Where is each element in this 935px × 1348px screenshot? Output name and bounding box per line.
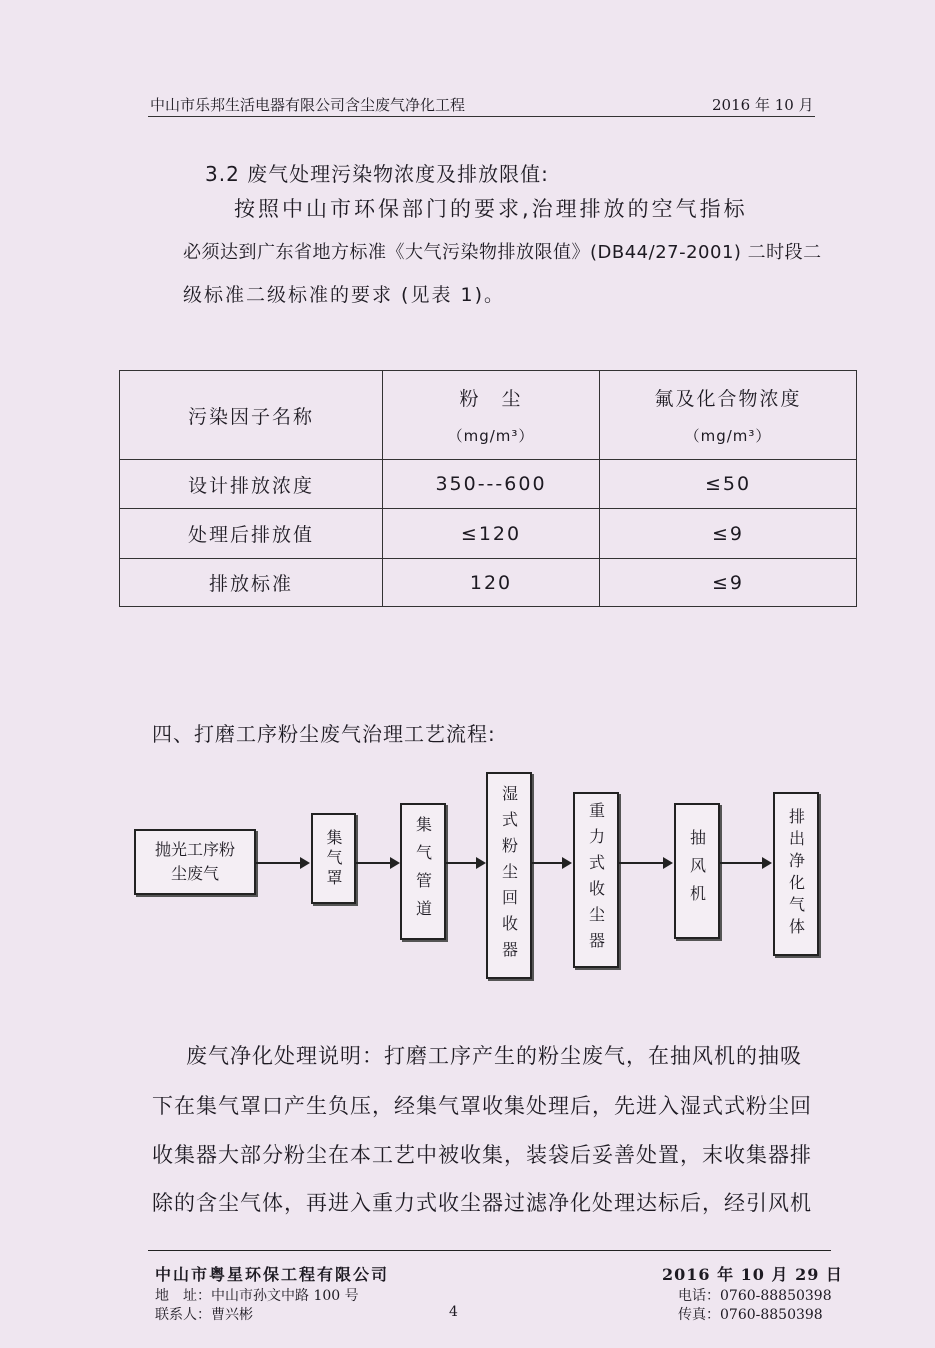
header-factor-name: 污染因子名称 [120,371,383,460]
row-fluoride: ≤9 [600,559,857,607]
paragraph-line-1: 按照中山市环保部门的要求,治理排放的空气指标 [234,197,748,221]
table-row [120,559,857,607]
footer-phone: 电话：0760-88850398 [678,1288,832,1304]
row-name: 设计排放浓度 [120,460,383,509]
flow-box-wet-collector-label: 湿式粉尘回收器 [499,784,519,967]
table-row [120,460,857,509]
flow-box-polishing [134,829,256,895]
flow-arrow [354,862,398,864]
flow-box-fan-label: 抽风机 [687,829,707,913]
flow-box-fan [674,803,720,939]
header-fluoride-label: 氟及化合物浓度 [654,388,802,410]
flow-box-exhaust [773,792,819,956]
flow-box-duct-label: 集气管道 [413,815,433,928]
footer-contact: 联系人：曹兴彬 [155,1307,253,1323]
description-line-1: 废气净化处理说明：打磨工序产生的粉尘废气，在抽风机的抽吸 [186,1044,802,1068]
flow-box-gravity-collector-label: 重力式收尘器 [586,802,606,958]
header-dust [383,371,600,460]
description-line-4: 除的含尘气体，再进入重力式收尘器过滤净化处理达标后，经引风机 [152,1191,812,1215]
flow-box-wet-collector [486,772,532,979]
description-line-3: 收集器大部分粉尘在本工艺中被收集，装袋后妥善处置，末收集器排 [152,1143,812,1167]
header-fluoride-unit: （mg/m³） [684,427,772,445]
header-dust-unit: （mg/m³） [447,427,535,445]
footer-company: 中山市粤星环保工程有限公司 [155,1265,390,1284]
flow-box-exhaust-label: 排出净化气体 [786,808,806,940]
table-header-row [120,371,857,460]
flow-box-hood [311,813,356,904]
header-dust-label: 粉 尘 [459,388,523,410]
paragraph-line-3: 级标准二级标准的要求 (见表 1)。 [183,284,505,306]
row-fluoride: ≤9 [600,509,857,559]
flow-box-hood-label: 集气罩 [324,828,343,889]
paragraph-line-2: 必须达到广东省地方标准《大气污染物排放限值》(DB44/27-2001) 二时段二 [183,242,822,263]
flow-arrow [718,862,770,864]
table-row [120,509,857,559]
header-title: 中山市乐邦生活电器有限公司含尘废气净化工程 [150,96,466,114]
row-name: 处理后排放值 [120,509,383,559]
flow-arrow [254,862,308,864]
flow-arrow [617,862,671,864]
flow-arrow [444,862,484,864]
header-date: 2016 年 10 月 [712,96,814,114]
page-number: 4 [449,1304,458,1320]
row-dust: ≤120 [383,509,600,559]
row-fluoride: ≤50 [600,460,857,509]
section-4-title: 四、打磨工序粉尘废气治理工艺流程: [152,722,496,746]
header-divider [148,116,815,117]
flow-box-gravity-collector [573,792,619,968]
row-dust: 350---600 [383,460,600,509]
footer-date: 2016 年 10 月 29 日 [662,1265,843,1284]
description-line-2: 下在集气罩口产生负压，经集气罩收集处理后，先进入湿式式粉尘回 [152,1094,812,1118]
footer-address: 地 址：中山市孙文中路 100 号 [155,1288,359,1304]
flow-arrow [530,862,570,864]
flow-box-polishing-label: 抛光工序粉尘废气 [155,840,236,883]
emission-limits-table [119,370,857,607]
section-3-2-title: 3.2 废气处理污染物浓度及排放限值: [205,162,549,186]
flow-box-duct [400,803,446,940]
row-dust: 120 [383,559,600,607]
footer-divider [148,1250,831,1251]
header-fluoride [600,371,857,460]
row-name: 排放标准 [120,559,383,607]
footer-fax: 传真：0760-8850398 [678,1307,823,1323]
